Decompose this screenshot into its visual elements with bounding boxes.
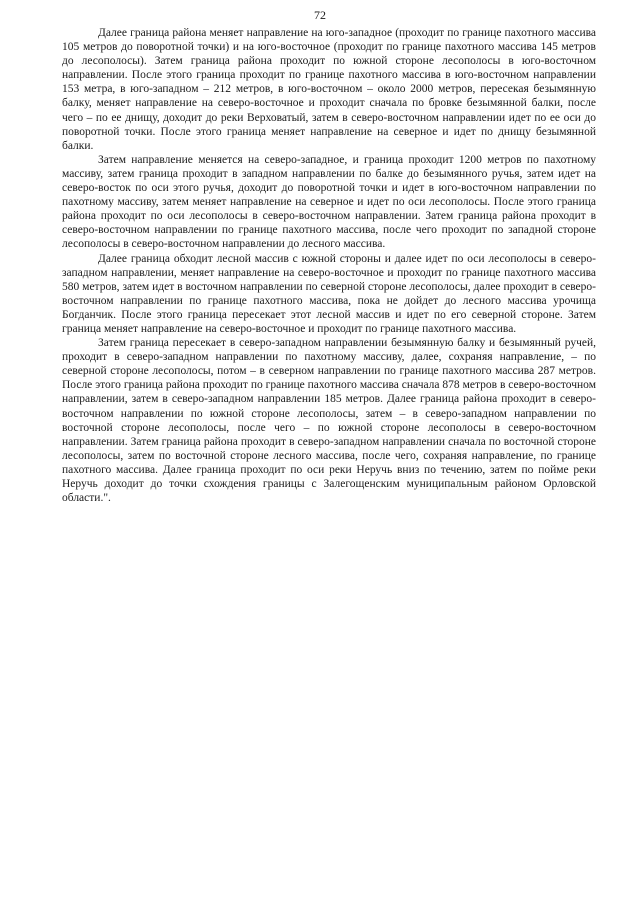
paragraph: Далее граница обходит лесной массив с южной стороны и далее идет по оси лесополосы в северо-западном направлении, меняет направление на северо-восточное и проходит по границе пахотного массива 580 метров, затем идет в восточном направлении по северной стороне лесополосы, далее проходит в северо-восточном направлении по границе пахотного массива, пока не дойдет до лесного массива урочища Богданчик. После этого граница пересекает этот лесной массив и идет по его северной стороне. Затем граница меняет направление на северо-восточное и проходит по границе пахотного массива. — [62, 252, 596, 335]
page-number: 72 — [314, 8, 326, 22]
paragraph: Затем граница пересекает в северо-западном направлении безымянную балку и безымянный ручей, проходит в северо-западном направлении по пахотному массиву, далее, сохраняя направление, – по северной стороне лесополосы, потом – в северном направлении по границе пахотного массива 287 метров. После этого граница района проходит по границе пахотного массива сначала 878 метров в северо-восточном направлении, затем в северо-западном направлении 185 метров. Далее граница района проходит в северо-восточном направлении по южной стороне лесополосы, затем – в северо-западном направлении по восточной стороне лесополосы, после чего – по южной стороне лесополосы в северо-восточном направлении. Затем граница района проходит в северо-западном направлении сначала по восточной стороне лесополосы, затем по восточной стороне лесного массива, после чего, сохраняя направление, по границе пахотного массива. Далее граница проходит по оси реки Неручь вниз по течению, затем по пойме реки Неручь доходит до точки схождения границы с Залегощенским муниципальным районом Орловской области.". — [62, 337, 596, 505]
paragraph: Далее граница района меняет направление на юго-западное (проходит по границе пахотного массива 105 метров до поворотной точки) и на юго-восточное (проходит по границе пахотного массива 145 метров до лесополосы). Затем граница района проходит по южной стороне лесополосы в юго-восточном направлении. После этого граница проходит по границе пахотного массива в юго-восточном направлении 153 метра, в юго-западном – 212 метров, в юго-восточном – около 2000 метров, пересекая безымянную балку, меняет направление на северо-восточное и проходит сначала по бровке безымянной балки, после чего – по ее днищу, доходит до реки Верховатый, затем в северо-восточном направлении идет по ее оси до поворотной точки. После этого граница меняет направление на северное и идет по днищу безымянной балки. — [62, 27, 596, 152]
document-body — [62, 26, 596, 505]
paragraph: Затем направление меняется на северо-западное, и граница проходит 1200 метров по пахотному массиву, затем граница проходит в западном направлении по балке до безымянного ручья, затем идет на северо-восток по оси этого ручья, доходит до поворотной точки и идет в юго-восточном направлении по пахотному массиву, затем меняет направление на северное и идет по оси лесополосы. После этого граница района проходит по оси лесополосы в северо-восточном направлении. Затем граница района проходит в северо-восточном направлении по границе пахотного массива, после чего проходит по западной стороне лесополосы в северо-восточном направлении до лесного массива. — [62, 153, 596, 251]
